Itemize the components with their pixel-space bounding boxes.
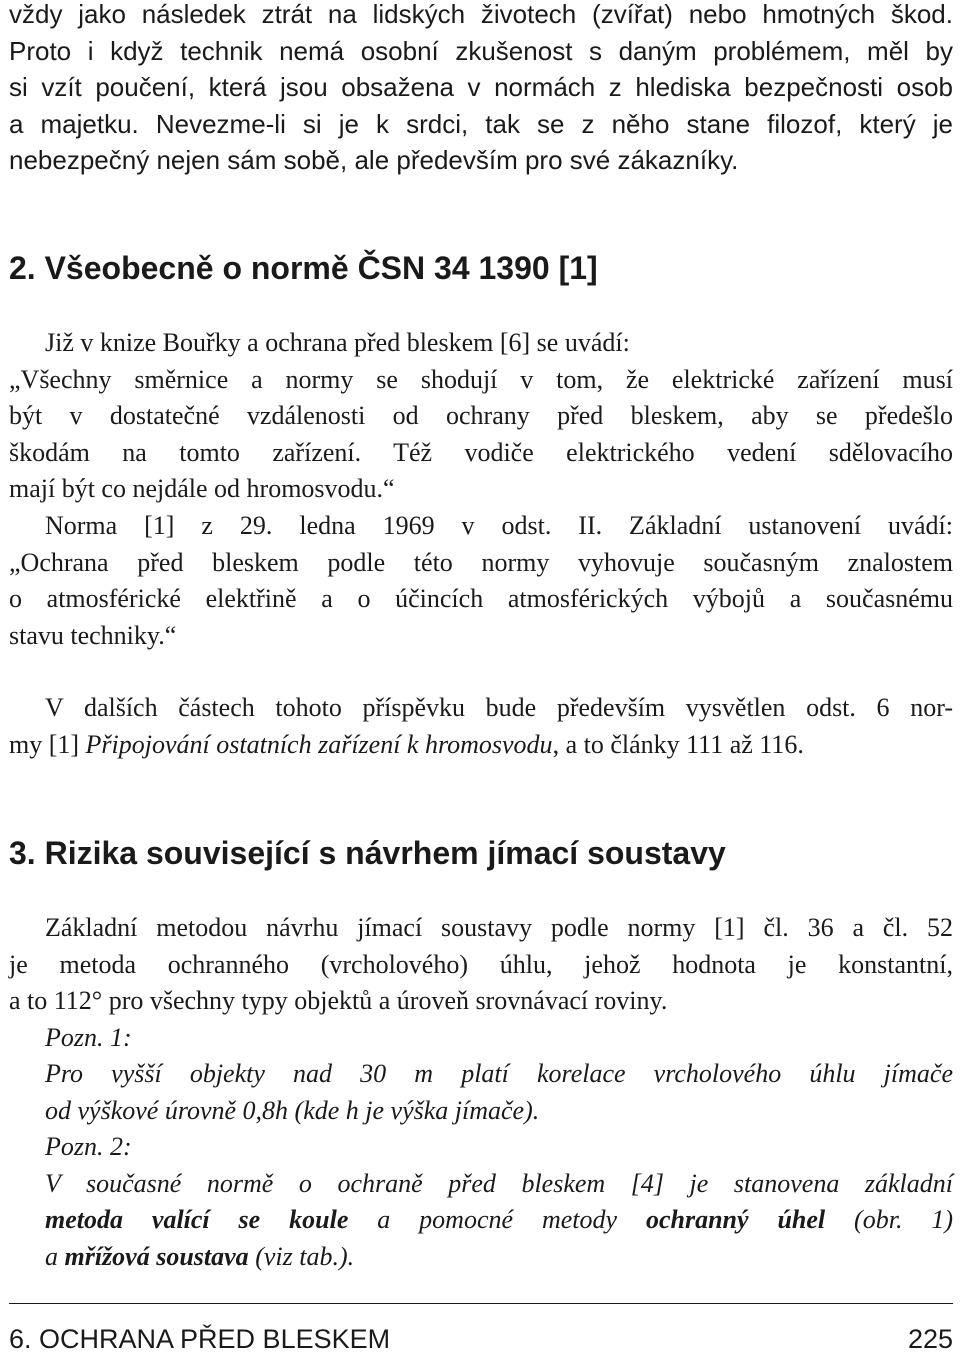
- bold-run: mřížová soustava: [64, 1241, 249, 1271]
- section-3-heading: 3. Rizika související s návrhem jímací soustavy: [9, 835, 726, 871]
- section-2-heading: 2. Všeobecně o normě ČSN 34 1390 [1]: [9, 250, 598, 286]
- note-1-label: Pozn. 1:: [45, 1022, 132, 1052]
- intro-paragraph: [9, 0, 953, 179]
- page-number: 225: [907, 1324, 953, 1354]
- section-2-paragraph-2: [9, 508, 953, 654]
- text-line: nebezpečný nejen sám sobě, ale především pro své zákazníky.: [9, 145, 739, 175]
- text-line: o atmosférické elektřině a o účincích atmosférických výbojů a současnému: [9, 584, 953, 613]
- text-line: Již v knize Bouřky a ochrana před bleskem [6] se uvádí:: [45, 328, 630, 357]
- text-line: je metoda ochranného (vrcholového) úhlu, jehož hodnota je konstantní,: [9, 949, 953, 979]
- text-run: , a to články 111 až 116.: [552, 729, 804, 759]
- text-line: od výškové úrovně 0,8h (kde h je výška jímače).: [45, 1095, 540, 1125]
- text-line: [9, 1202, 953, 1239]
- text-run: (obr. 1): [825, 1205, 954, 1234]
- text-line: „Všechny směrnice a normy se shodují v tom, že elektrické zařízení musí: [9, 364, 953, 394]
- text-line: a majetku. Nevezme-li si je k srdci, tak se z něho stane filozof, který je: [9, 108, 953, 139]
- text-run: a pomocné metody: [348, 1205, 646, 1234]
- footer-section-title: 6. OCHRANA PŘED BLESKEM: [9, 1324, 391, 1354]
- text-run: (viz tab.).: [248, 1241, 355, 1271]
- text-line: „Ochrana před bleskem podle této normy vyhovuje současným znalostem: [9, 547, 953, 577]
- text-line: být v dostatečné vzdálenosti od ochrany před bleskem, aby se předešlo: [9, 401, 953, 430]
- text-line: a to 112° pro všechny typy objektů a úroveň srovnávací roviny.: [9, 986, 668, 1015]
- footer-rule: [9, 1303, 953, 1304]
- text-line: stavu techniky.“: [9, 620, 177, 650]
- text-line: vždy jako následek ztrát na lidských životech (zvířat) nebo hmotných škod.: [9, 0, 953, 29]
- section-2-paragraph-1: [9, 325, 953, 508]
- text-line: Pro vyšší objekty nad 30 m platí korelace vrcholového úhlu jímače: [45, 1059, 953, 1088]
- text-line: [9, 1239, 953, 1276]
- text-line: škodám na tomto zařízení. Též vodiče elektrického vedení sdělovacího: [9, 437, 953, 467]
- text-line: si vzít poučení, která jsou obsažena v normách z hlediska bezpečnosti osob: [9, 72, 953, 102]
- bold-run: ochranný úhel: [645, 1205, 826, 1234]
- text-line: mají být co nejdále od hromosvodu.“: [9, 474, 395, 503]
- text-line: V dalších částech tohoto příspěvku bude především vysvětlen odst. 6 nor-: [45, 693, 953, 722]
- section-2-paragraph-3: [9, 690, 953, 763]
- section-3-paragraph: [9, 910, 953, 1275]
- italic-title-run: Připojování ostatních zařízení k hromosvodu: [85, 729, 553, 759]
- text-line: Proto i když technik nemá osobní zkušenost s daným problémem, měl by: [9, 35, 953, 66]
- text-run: my [1]: [9, 729, 86, 759]
- note-2-label: Pozn. 2:: [45, 1132, 132, 1161]
- text-line: [9, 727, 953, 764]
- text-run: a: [45, 1241, 65, 1271]
- text-line: V současné normě o ochraně před bleskem [4] je stanovena základní: [45, 1168, 953, 1198]
- bold-run: metoda valící se koule: [45, 1205, 349, 1234]
- text-line: Norma [1] z 29. ledna 1969 v odst. II. Základní ustanovení uvádí:: [45, 511, 953, 540]
- text-line: Základní metodou návrhu jímací soustavy podle normy [1] čl. 36 a čl. 52: [45, 913, 953, 942]
